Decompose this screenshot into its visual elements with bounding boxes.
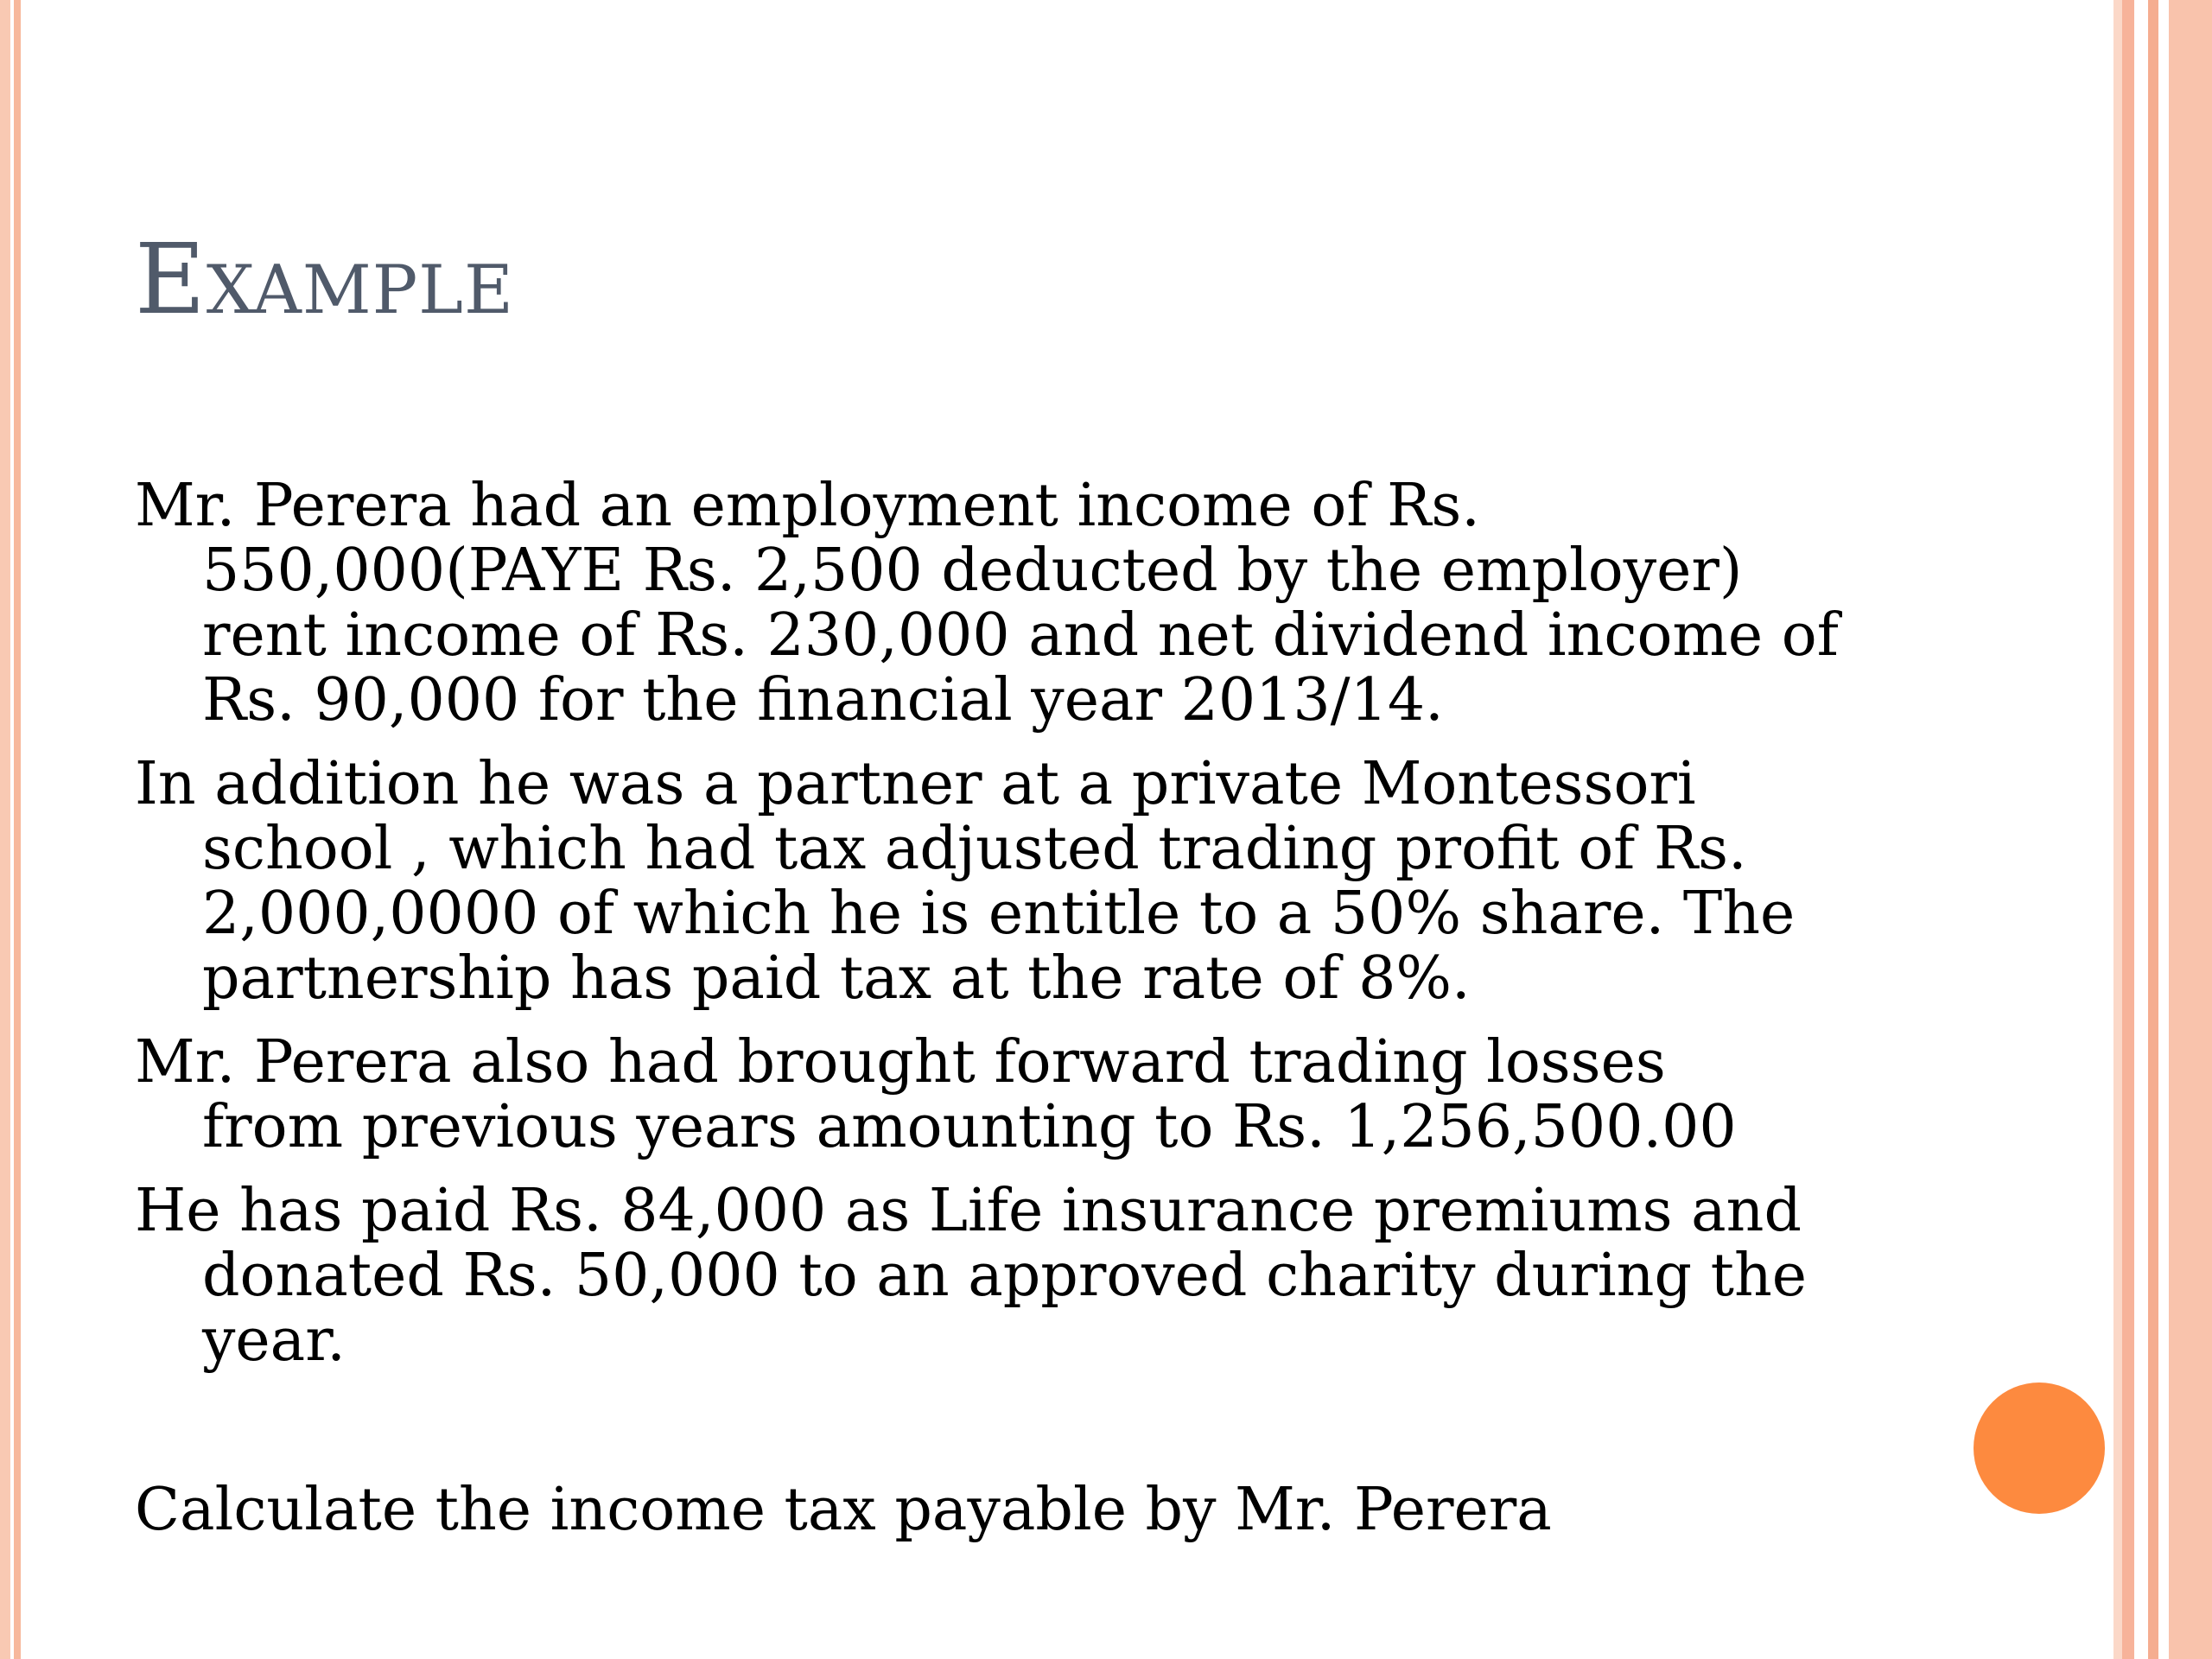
text-line: school , which had tax adjusted trading profit of Rs. (202, 815, 1747, 883)
text-line: rent income of Rs. 230,000 and net dividend income of (202, 601, 1839, 670)
paragraph-partnership (135, 752, 2070, 1011)
text-line: He has paid Rs. 84,000 as Life insurance premiums and (135, 1177, 1802, 1245)
right-border-stripe (2122, 0, 2134, 1659)
text-line: donated Rs. 50,000 to an approved charity during the (202, 1242, 1807, 1310)
text-line: Mr. Perera had an employment income of Rs. (135, 472, 1480, 540)
text-line: partnership has paid tax at the rate of 8%. (202, 944, 1471, 1013)
text-line: Rs. 90,000 for the financial year 2013/14. (202, 666, 1444, 734)
left-border-stripe (0, 0, 10, 1659)
right-border-stripe (2148, 0, 2158, 1659)
text-line: In addition he was a partner at a private Montessori (135, 750, 1696, 818)
question-text: Calculate the income tax payable by Mr. Perera (135, 1476, 1552, 1544)
paragraph-employment-income (135, 474, 2070, 733)
text-line: year. (202, 1306, 346, 1375)
text-line: Mr. Perera also had brought forward trading losses (135, 1028, 1666, 1096)
paragraph-insurance-donation (135, 1179, 2070, 1373)
accent-circle-decoration (1974, 1382, 2105, 1514)
right-border-gap (2158, 0, 2169, 1659)
left-border-stripe-inner (14, 0, 21, 1659)
right-border-stripe (2169, 0, 2212, 1659)
right-border-gap (2134, 0, 2148, 1659)
text-line: 2,000,0000 of which he is entitle to a 50% share. The (202, 880, 1796, 948)
text-line: from previous years amounting to Rs. 1,256,500.00 (202, 1093, 1737, 1161)
text-line: 550,000(PAYE Rs. 2,500 deducted by the employer) (202, 537, 1743, 605)
paragraph-trading-losses (135, 1030, 2070, 1160)
slide-body (135, 474, 2070, 1392)
slide-title: Example (135, 224, 514, 336)
right-border-stripe (2113, 0, 2122, 1659)
